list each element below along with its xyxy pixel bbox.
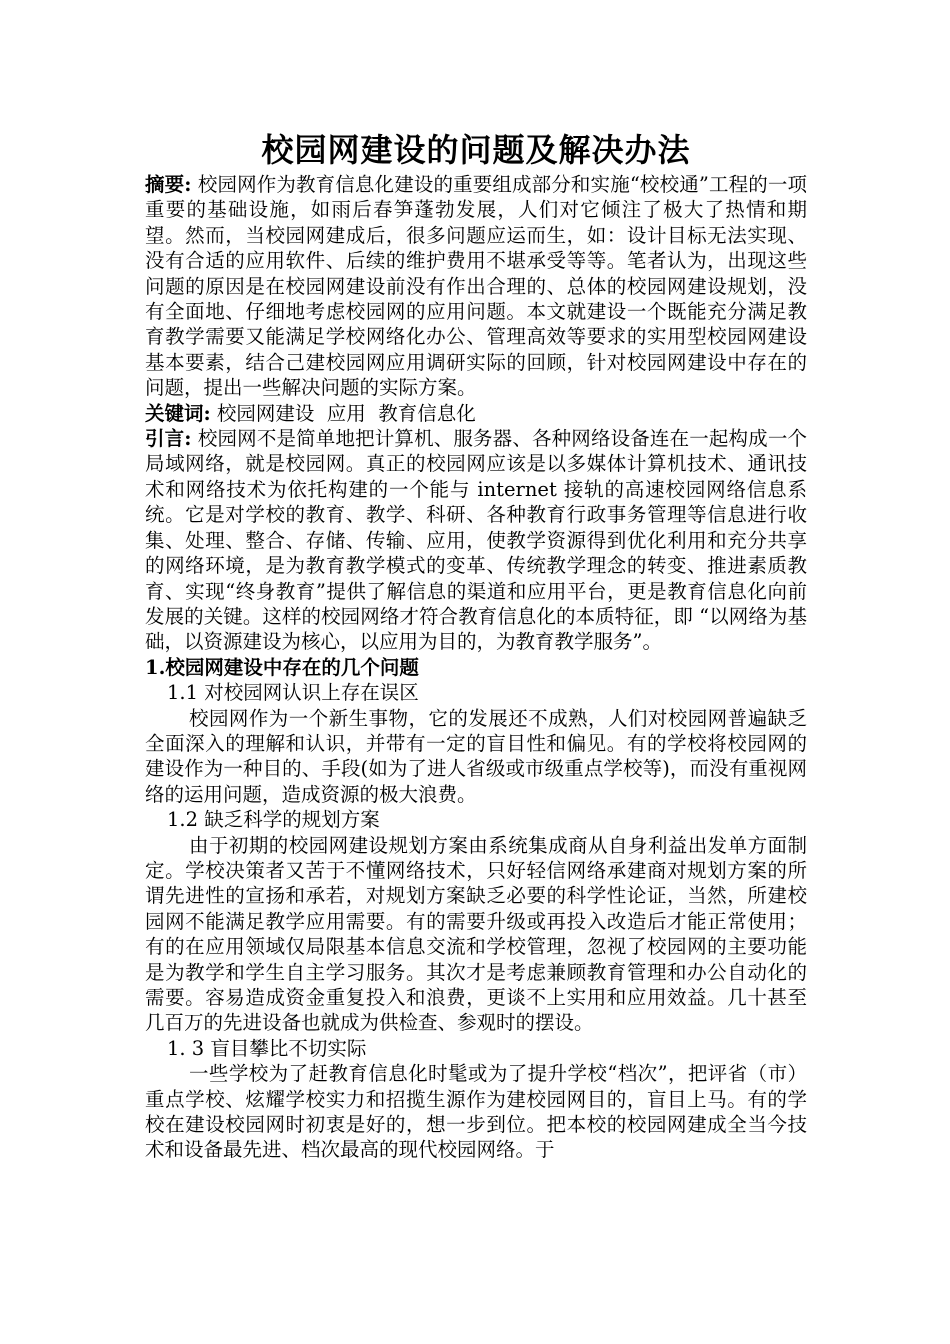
subsection-1-3-text: 一些学校为了赶教育信息化时髦或为了提升学校“档次”，把评省（市）重点学校、炫耀学校实力和招揽生源作为建校园网目的，盲目上马。有的学校在建设校园网时初衷是好的，想一步到位。把本校的校园网建成全当今技术和设备最先进、档次最高的现代校园网络。于 xyxy=(145,1062,807,1162)
abstract-text: 校园网作为教育信息化建设的重要组成部分和实施“校校通”工程的一项重要的基础设施，如雨后春笋蓬勃发展，人们对它倾注了极大了热情和期望。然而，当校园网建成后，很多问题应运而生，如：设计目标无法实现、没有合适的应用软件、后续的维护费用不堪承受等等。笔者认为，出现这些问题的原因是在校园网建设前没有作出合理的、总体的校园网建设规划，没有全面地、仔细地考虑校园网的应用问题。本文就建设一个既能充分满足教育教学需要又能满足学校网络化办公、管理高效等要求的实用型校园网建设基本要素，结合己建校园网应用调研实际的回顾，针对校园网建设中存在的问题，提出一些解决问题的实际方案。 xyxy=(145,173,807,400)
keywords-paragraph xyxy=(145,401,807,426)
intro-label: 引言: xyxy=(145,427,192,451)
keywords-label: 关键词: xyxy=(145,401,211,425)
subsection-1-2-heading: 1.2 缺乏科学的规划方案 xyxy=(167,808,380,832)
intro-paragraph xyxy=(145,426,807,655)
keywords-text: 校园网建设 应用 教育信息化 xyxy=(216,401,476,425)
document-title: 校园网建设的问题及解决办法 xyxy=(261,131,691,169)
abstract-label: 摘要: xyxy=(145,173,192,196)
subsection-1-3-heading: 1. 3 盲目攀比不切实际 xyxy=(167,1036,367,1060)
subsection-1-1-text: 校园网作为一个新生事物，它的发展还不成熟，人们对校园网普遍缺乏全面深入的理解和认识，并带有一定的盲目性和偏见。有的学校将校园网的建设作为一种目的、手段(如为了进人省级或市级重点学校等)，而没有重视网络的运用问题，造成资源的极大浪费。 xyxy=(145,706,807,806)
section1-heading: 1.校园网建设中存在的几个问题 xyxy=(145,655,419,679)
subsection-1-2-text: 由于初期的校园网建设规划方案由系统集成商从自身利益出发单方面制定。学校决策者又苦于不懂网络技术，只好轻信网络承建商对规划方案的所谓先进性的宣扬和承若，对规划方案缺乏必要的科学性论证，当然，所建校园网不能满足教学应用需要。有的需要升级或再投入改造后才能正常使用；有的在应用领域仅局限基本信息交流和学校管理，忽视了校园网的主要功能是为教学和学生自主学习服务。其次才是考虑兼顾教育管理和办公自动化的需要。容易造成资金重复投入和浪费，更谈不上实用和应用效益。几十甚至几百万的先进设备也就成为供检查、参观时的摆设。 xyxy=(145,833,807,1035)
intro-text: 校园网不是简单地把计算机、服务器、各种网络设备连在一起构成一个局域网络，就是校园网。真正的校园网应该是以多媒体计算机技术、通讯技术和网络技术为依托构建的一个能与 internet 接轨的高速校园网络信息系统。它是对学校的教育、教学、科研、各种教育行政事务管理等信息进行收集、处理、整合、存储、传输、应用，使教学资源得到优化利用和充分共享的网络环境，是为教育教学模式的变革、传统教学理念的转变、推进素质教育、实现“终身教育”提供了解信息的渠道和应用平台，更是教育信息化向前发展的关键。这样的校园网络才符合教育信息化的本质特征，即 “以网络为基础，以资源建设为核心，以应用为目的，为教育教学服务”。 xyxy=(145,427,807,654)
abstract-paragraph xyxy=(145,172,807,401)
subsection-1-1-heading: 1.1 对校园网认识上存在误区 xyxy=(167,681,419,705)
document-page xyxy=(145,130,807,1163)
